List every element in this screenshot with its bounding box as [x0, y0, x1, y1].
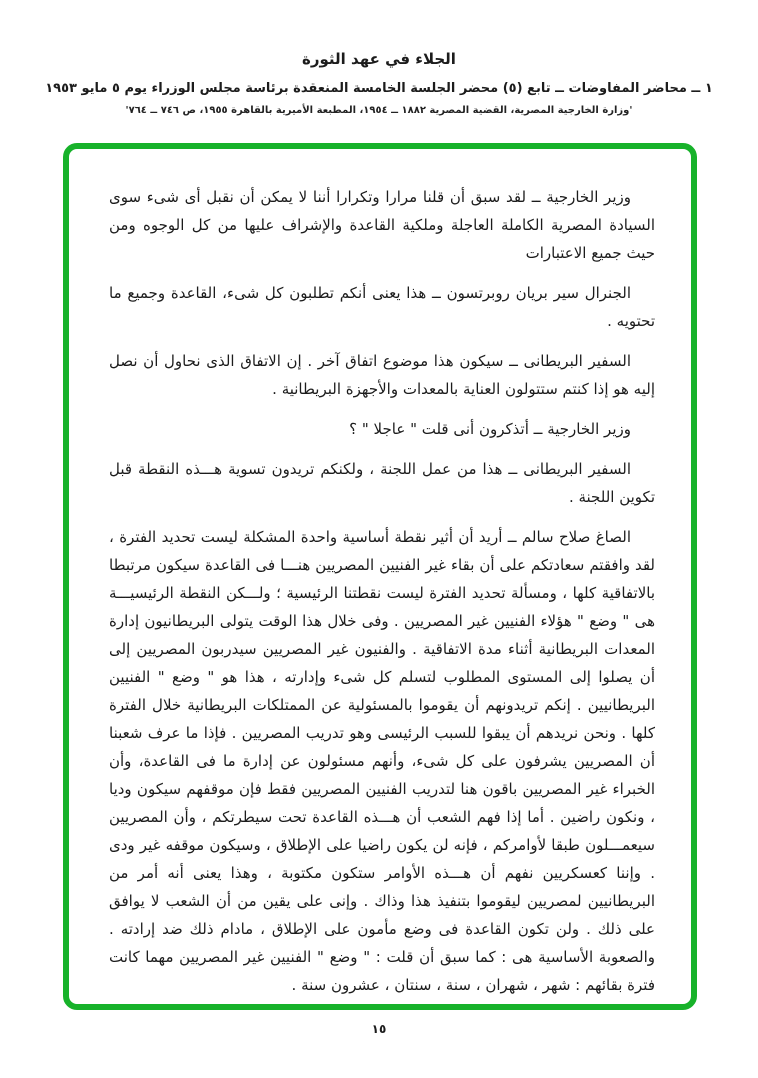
speaker-separator-dash: ــ	[526, 188, 547, 206]
speaker-name: الصاغ صلاح سالم	[521, 528, 631, 546]
dialogue-transcript	[69, 149, 691, 1004]
speaker-separator-dash: ــ	[503, 352, 524, 370]
speaker-name: السفير البريطانى	[523, 460, 632, 478]
dialogue-text: أريد أن أثير نقطة أساسية واحدة المشكلة ليست تحديد الفترة ، لقد وافقتم سعادتكم على أن بقاء غير الفنيين المصريين هنـــا فى القاعدة سيكون مرتبطا بالاتفاقية كلها ، ومسألة تحديد الفترة ليست نقطتنا الرئيسية ؛ ولـــكن النقطة الرئيسيـــة هى " وضع " هؤلاء الفنيين غير المصريين . وفى خلال هذا الوقت يتولى البريطانيون إدارة المعدات البريطانية أثناء مدة الاتفاقية . والفنيون غير المصريين سيدربون المصريين إلى أن يصلوا إلى المستوى المطلوب لتسلم كل شىء وإدارته ، هذا هو " وضع " الفنيين البريطانيين . إنكم تريدونهم أن يقوموا بالمسئولية عن الممتلكات البريطانية خلال الفترة كلها . ونحن نريدهم أن يبقوا للسبب الرئيسى وهو تدريب المصريين . فإذا ما عرف شعبنا أن المصريين يشرفون على كل شىء، وأنهم مسئولون عن إدارة ما فى القاعدة، وأن الخبراء غير المصريين باقون هنا لتدريب الفنيين المصريين فقط فإن موقفهم سيكون وديا ، ونكون راضين . أما إذا فهم الشعب أن هـــذه القاعدة تحت سيطرتكم ، وأن المصريين سيعمـــلون طبقا لأوامركم ، فإنه لن يكون راضيا على الإطلاق ، وسيكون موقفه غير ودى . وإننا كعسكريين نفهم أن هـــذه الأوامر ستكون مكتوبة ، وهذا يعنى أنه أمر من البريطانيين لمصريين ليقوموا بتنفيذ هذا وذاك . وإنى على يقين من أن الشعب لا يوافق على ذلك . ولن تكون القاعدة فى وضع مأمون على الإطلاق ، مادام ذلك ضد إرادته . والصعوبة الأساسية هى : كما سبق أن قلت : " وضع " الفنيين غير المصريين مهما كانت فترة بقائهم : شهر ، شهران ، سنة ، سنتان ، عشرون سنة .	[109, 528, 655, 994]
dialogue-text: هذا يعنى أنكم تطلبون كل شىء، القاعدة وجميع ما تحتويه .	[109, 284, 655, 330]
speaker-separator-dash: ــ	[528, 420, 548, 438]
speaker-name: وزير الخارجية	[547, 420, 631, 438]
speaker-separator-dash: ــ	[426, 284, 447, 302]
dialogue-paragraph	[109, 347, 655, 403]
dialogue-text: لقد سبق أن قلنا مرارا وتكرارا أننا لا يمكن أن نقبل أى شىء سوى السيادة المصرية الكاملة العاجلة وملكية القاعدة والإشراف عليها من كل الوجوه ومن حيث جميع الاعتبارات	[109, 188, 655, 262]
document-subtitle: ١ ــ محاضر المفاوضات ــ تابع (٥) محضر الجلسة الخامسة المنعقدة برئاسة مجلس الوزراء يوم ٥ مايو ١٩٥٣	[45, 81, 713, 96]
speaker-name: السفير البريطانى	[523, 352, 631, 370]
speaker-separator-dash: ــ	[502, 528, 522, 546]
page-number: ١٥	[371, 1022, 387, 1036]
dialogue-paragraph	[109, 183, 655, 267]
dialogue-text: أتذكرون أنى قلت " عاجلا " ؟	[349, 420, 529, 438]
book-title: الجلاء في عهد الثورة	[302, 50, 456, 68]
speaker-separator-dash: ــ	[502, 460, 524, 478]
highlight-frame	[63, 143, 697, 1010]
page-header	[0, 50, 758, 116]
dialogue-paragraph	[109, 415, 655, 443]
dialogue-paragraph	[109, 279, 655, 335]
dialogue-text: سيكون هذا موضوع اتفاق آخر . إن الاتفاق الذى نحاول أن نصل إليه هو إذا كنتم ستتولون العناية بالمعدات والأجهزة البريطانية .	[109, 352, 655, 398]
source-citation: 'وزارة الخارجية المصرية، القضية المصرية ١٨٨٢ ــ ١٩٥٤، المطبعة الأميرية بالقاهرة ١٩٥٥، ص ٧٤٦ ــ ٧٦٤'	[125, 105, 633, 116]
dialogue-paragraph	[109, 455, 655, 511]
speaker-name: وزير الخارجية	[546, 188, 631, 206]
dialogue-text: هذا من عمل اللجنة ، ولكنكم تريدون تسوية هـــذه النقطة قبل تكوين اللجنة .	[109, 460, 655, 506]
speaker-name: الجنرال سير بريان روبرتسون	[446, 284, 631, 302]
dialogue-paragraph	[109, 523, 655, 999]
